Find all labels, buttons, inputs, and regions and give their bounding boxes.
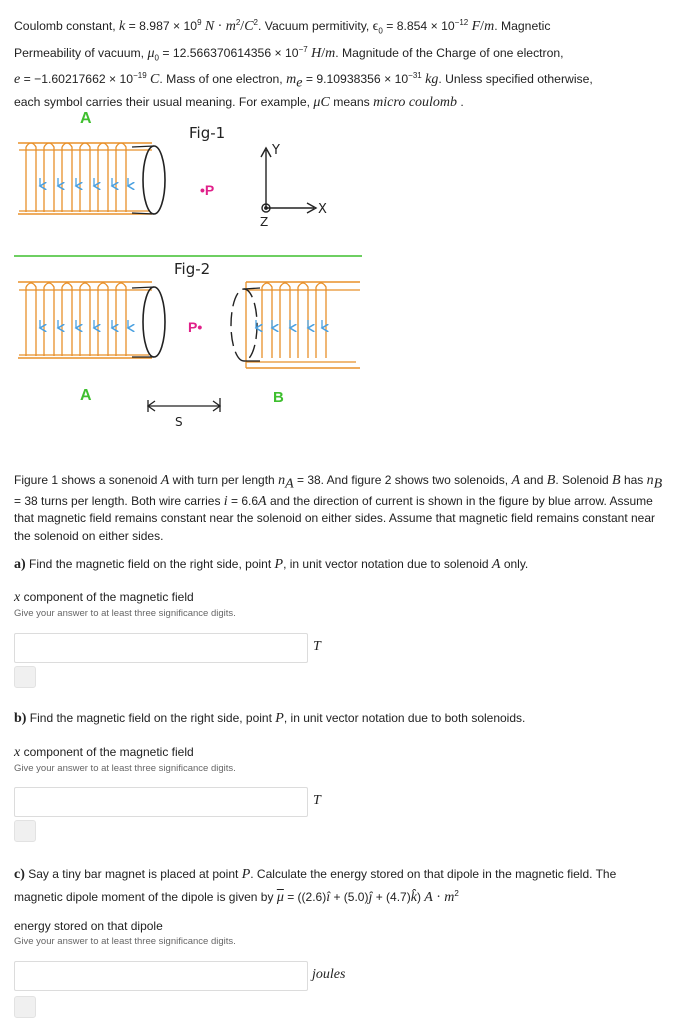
question-b: b) Find the magnetic field on the right side, point P, in unit vector notation due to both solenoids. xyxy=(14,711,526,726)
header-line-1: Coulomb constant, $k = 8.987 \times 10^9$ $N \cdot m^2/C^2$. Vacuum permitivity, $\epsilon_0 = 8.854 \times 10^{-12}$ F/m. Magnetic xyxy=(14,18,551,36)
fig1-label: Fig-1 xyxy=(189,124,226,142)
answer-c-unit: joules xyxy=(312,967,346,982)
question-b-label: x component of the magnetic field xyxy=(14,745,194,760)
question-c-hint: Give your answer to at least three significance digits. xyxy=(14,936,236,947)
distance-s-marker xyxy=(148,398,220,412)
fig2-label: Fig-2 xyxy=(174,260,211,278)
question-c: c) Say a tiny bar magnet is placed at point P. Calculate the energy stored on that dipole in the magnetic field. The magnetic dipole moment of the dipole is given by $\overline{\mu}$ = ((2.6)î + (5.0)ĵ + (4.7)k̂) $A \cdot m^2$ xyxy=(14,867,617,905)
header-line-3: $e = -1.60217662 \times 10^{-19}$ C. Mass of one electron, $m_e = 9.10938356 \times 10^{-31}$ kg. Unless specified otherwise, xyxy=(14,71,593,91)
answer-c-check-button[interactable] xyxy=(14,996,36,1018)
question-c-label: energy stored on that dipole xyxy=(14,919,163,933)
axis-y-label: Y xyxy=(272,143,280,158)
solenoid-figure xyxy=(14,100,374,440)
question-a: a) Find the magnetic field on the right side, point P, in unit vector notation due to solenoid A only. xyxy=(14,557,529,572)
solenoid-a-fig1 xyxy=(18,143,165,214)
question-b-hint: Give your answer to at least three significance digits. xyxy=(14,763,236,774)
label-a-top: A xyxy=(80,110,92,127)
axis-z-label: Z xyxy=(260,215,269,229)
answer-a-input[interactable] xyxy=(14,633,308,663)
axis-diagram xyxy=(261,148,316,213)
solenoid-a-fig2 xyxy=(18,282,165,358)
answer-b-check-button[interactable] xyxy=(14,820,36,842)
point-p-fig1: •P xyxy=(200,182,215,198)
answer-a-check-button[interactable] xyxy=(14,666,36,688)
label-a-bottom: A xyxy=(80,387,92,404)
header-line-2: Permeability of vacuum, $\mu_0 = 12.566370614356 \times 10^{-7}$ H/m. Magnitude of the Charge of one electron, xyxy=(14,44,564,62)
constants-header xyxy=(14,14,674,112)
answer-b-unit: T xyxy=(313,793,321,808)
point-p-fig2: P• xyxy=(188,319,203,335)
question-a-label: x component of the magnetic field xyxy=(14,590,194,605)
answer-c-input[interactable] xyxy=(14,961,308,991)
label-b: B xyxy=(273,389,284,406)
axis-x-label: X xyxy=(318,202,327,217)
question-a-hint: Give your answer to at least three significance digits. xyxy=(14,608,236,619)
problem-statement: Figure 1 shows a sonenoid A with turn per length $n_A = 38$. And figure 2 shows two solenoids, A and B. Solenoid B has $n_B = 38$ turns per length. Both wire carries i = 6.6A and the direction of current is shown in the figure by blue arrow. Assume that magnetic field remains constant near the solenoid on either sides. Assume that magnetic field remains constant near the solenoid on either sides. xyxy=(14,473,663,543)
header-line-4: each symbol carries their usual meaning. For example, μC means micro coulomb . xyxy=(14,94,464,110)
answer-b-input[interactable] xyxy=(14,787,308,817)
answer-a-unit: T xyxy=(313,639,321,654)
solenoid-b-fig2 xyxy=(231,282,360,368)
label-s: S xyxy=(175,415,183,429)
